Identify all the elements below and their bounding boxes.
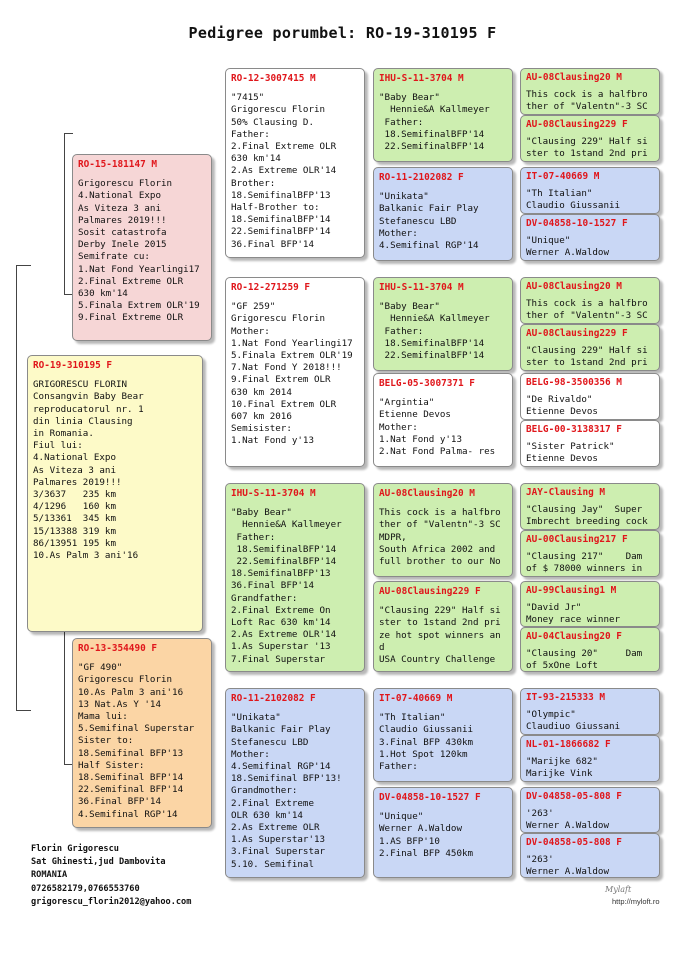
g5-card-3[interactable]: DV-04858-10-1527 F "Unique" Werner A.Waldow bbox=[520, 214, 660, 261]
website-link[interactable]: http://myloft.ro bbox=[612, 897, 660, 906]
g5-card-1[interactable]: AU-08Clausing229 F "Clausing 229" Half si ster to 1stand 2nd pri bbox=[520, 115, 660, 162]
owner-phone: 0726582179,0766553760 bbox=[31, 883, 140, 894]
g5-card-0[interactable]: AU-08Clausing20 M This cock is a halfbro ther of "Valentn"-3 SC bbox=[520, 68, 660, 115]
g4-card-4[interactable]: AU-08Clausing20 M This cock is a halfbro ther of "Valentn"-3 SC MDPR, South Africa 2002 and full brother to our No bbox=[373, 483, 513, 577]
g3-card-0[interactable]: RO-12-3007415 M "7415" Grigorescu Florin 50% Clausing D. Father: 2.Final Extreme OLR 630 km'14 2.As Extreme OLR'14 Brother: 18.SemifinalBFP'13 Half-Brother to: 18.SemifinalBFP'14 22.SemifinalBFP'14 36.Final BFP'14 bbox=[225, 68, 365, 258]
owner-email[interactable]: grigorescu_florin2012@yahoo.com bbox=[31, 896, 192, 907]
owner-country: ROMANIA bbox=[31, 870, 68, 881]
g5-card-12[interactable]: IT-93-215333 M "Olympic" Claudiuo Giussani bbox=[520, 688, 660, 735]
g4-card-1[interactable]: RO-11-2102082 F "Unikata" Balkanic Fair Play Stefanescu LBD Mother: 4.Semifinal RGP'14 bbox=[373, 167, 513, 261]
sire-ring: RO-15-181147 M bbox=[78, 159, 158, 170]
g5-card-15[interactable]: DV-04858-05-808 F "263' Werner A.Waldow bbox=[520, 833, 660, 878]
owner-address: Sat Ghinesti,jud Dambovita bbox=[31, 857, 166, 868]
g5-card-2[interactable]: IT-07-40669 M "Th Italian" Claudio Giussanii bbox=[520, 167, 660, 214]
signature-logo: Mylaft bbox=[605, 885, 632, 894]
subject-card[interactable]: RO-19-310195 F GRIGORESCU FLORIN Consangvin Baby Bear reproducatorul nr. 1 din linia Clausing in Romania. Fiul lui: 4.National Expo As Viteza 3 ani Palmares 2019!!! 3/3637 235 km 4/1296 160 km 5/13361 345 km 15/13388 319 km 86/13951 195 km 10.As Palm 3 ani'16 bbox=[27, 355, 203, 632]
g5-card-11[interactable]: AU-04Clausing20 F "Clausing 20" Dam of 5xOne Loft bbox=[520, 627, 660, 672]
g3-card-3[interactable]: RO-11-2102082 F "Unikata" Balkanic Fair Play Stefanescu LBD Mother: 4.Semifinal RGP'14 18.Semifinal BFP'13! Grandmother: 2.Final Extreme OLR 630 km'14 2.As Extreme OLR 1.As Superstar'13 3.Final Superstar 5.10. Semifinal bbox=[225, 688, 365, 878]
g5-card-5[interactable]: AU-08Clausing229 F "Clausing 229" Half si ster to 1stand 2nd pri bbox=[520, 324, 660, 371]
subject-ring: RO-19-310195 F bbox=[33, 360, 113, 371]
g5-card-10[interactable]: AU-99Clausing1 M "David Jr" Money race winner bbox=[520, 581, 660, 627]
g5-card-14[interactable]: DV-04858-05-808 F '263' Werner A.Waldow bbox=[520, 787, 660, 833]
page-title: Pedigree porumbel: RO-19-310195 F bbox=[188, 24, 497, 42]
g4-card-0[interactable]: IHU-S-11-3704 M "Baby Bear" Hennie&A Kallmeyer Father: 18.SemifinalBFP'14 22.SemifinalBFP'14 bbox=[373, 68, 513, 162]
g3-card-2[interactable]: IHU-S-11-3704 M "Baby Bear" Hennie&A Kallmeyer Father: 18.SemifinalBFP'14 22.SemifinalBFP'14 18.SemifinalBFP'13 36.Final BFP'14 Grandfather: 2.Final Extreme On Loft Rac 630 km'14 2.As Extreme OLR'14 1.As Superstar '13 7.Final Superstar bbox=[225, 483, 365, 672]
g4-card-6[interactable]: IT-07-40669 M "Th Italian" Claudio Giussanii 3.Final BFP 430km 1.Hot Spot 120km Father: bbox=[373, 688, 513, 782]
g5-card-9[interactable]: AU-00Clausing217 F "Clausing 217" Dam of $ 78000 winners in bbox=[520, 530, 660, 577]
g5-card-7[interactable]: BELG-00-3138317 F "Sister Patrick" Etienne Devos bbox=[520, 420, 660, 467]
g5-card-4[interactable]: AU-08Clausing20 M This cock is a halfbro ther of "Valentn"-3 SC bbox=[520, 277, 660, 324]
g4-card-3[interactable]: BELG-05-3007371 F "Argintia" Etienne Devos Mother: 1.Nat Fond y'13 2.Nat Fond Palma- res bbox=[373, 373, 513, 467]
g3-card-1[interactable]: RO-12-271259 F "GF 259" Grigorescu Florin Mother: 1.Nat Fond Yearlingi17 5.Finala Extrem OLR'19 7.Nat Fond Y 2018!!! 9.Final Extrem OLR 630 km 2014 10.Final Extrem OLR 607 km 2016 Semisister: 1.Nat Fond y'13 bbox=[225, 277, 365, 467]
g5-card-13[interactable]: NL-01-1866682 F "Marijke 682" Marijke Vink bbox=[520, 735, 660, 782]
g5-card-8[interactable]: JAY-Clausing M "Clausing Jay" Super Imbrecht breeding cock bbox=[520, 483, 660, 530]
dam-ring: RO-13-354490 F bbox=[78, 643, 158, 654]
g4-card-5[interactable]: AU-08Clausing229 F "Clausing 229" Half si ster to 1stand 2nd pri ze hot spot winners an d USA Country Challenge bbox=[373, 581, 513, 672]
g5-card-6[interactable]: BELG-98-3500356 M "De Rivaldo" Etienne Devos bbox=[520, 373, 660, 420]
g4-card-7[interactable]: DV-04858-10-1527 F "Unique" Werner A.Waldow 1.AS BFP'10 2.Final BFP 450km bbox=[373, 787, 513, 878]
sire-card[interactable]: RO-15-181147 M Grigorescu Florin 4.National Expo As Viteza 3 ani Palmares 2019!!! Sosit catastrofa Derby Inele 2015 Semifrate cu: 1.Nat Fond Yearlingi17 2.Final Extreme OLR 630 km'14 5.Finala Extrem OLR'19 9.Final Extreme OLR bbox=[72, 154, 212, 341]
owner-contact bbox=[31, 843, 191, 909]
owner-name: Florin Grigorescu bbox=[31, 844, 119, 854]
g4-card-2[interactable]: IHU-S-11-3704 M "Baby Bear" Hennie&A Kallmeyer Father: 18.SemifinalBFP'14 22.SemifinalBFP'14 bbox=[373, 277, 513, 371]
dam-card[interactable]: RO-13-354490 F "GF 490" Grigorescu Florin 10.As Palm 3 ani'16 13 Nat.As Y '14 Mama lui: 5.Semifinal Superstar Sister to: 18.Semifinal BFP'13 Half Sister: 18.Semifinal BFP'14 22.Semifinal BFP'14 36.Final BFP'14 4.Semifinal RGP'14 bbox=[72, 638, 212, 828]
